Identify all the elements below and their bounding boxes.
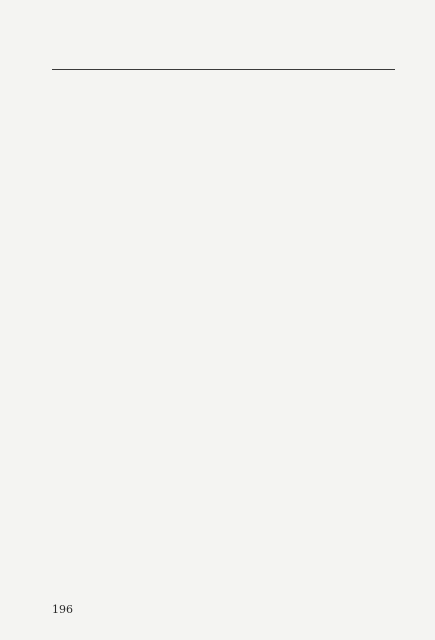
header-rule bbox=[52, 69, 395, 70]
page-number: 196 bbox=[52, 603, 73, 616]
